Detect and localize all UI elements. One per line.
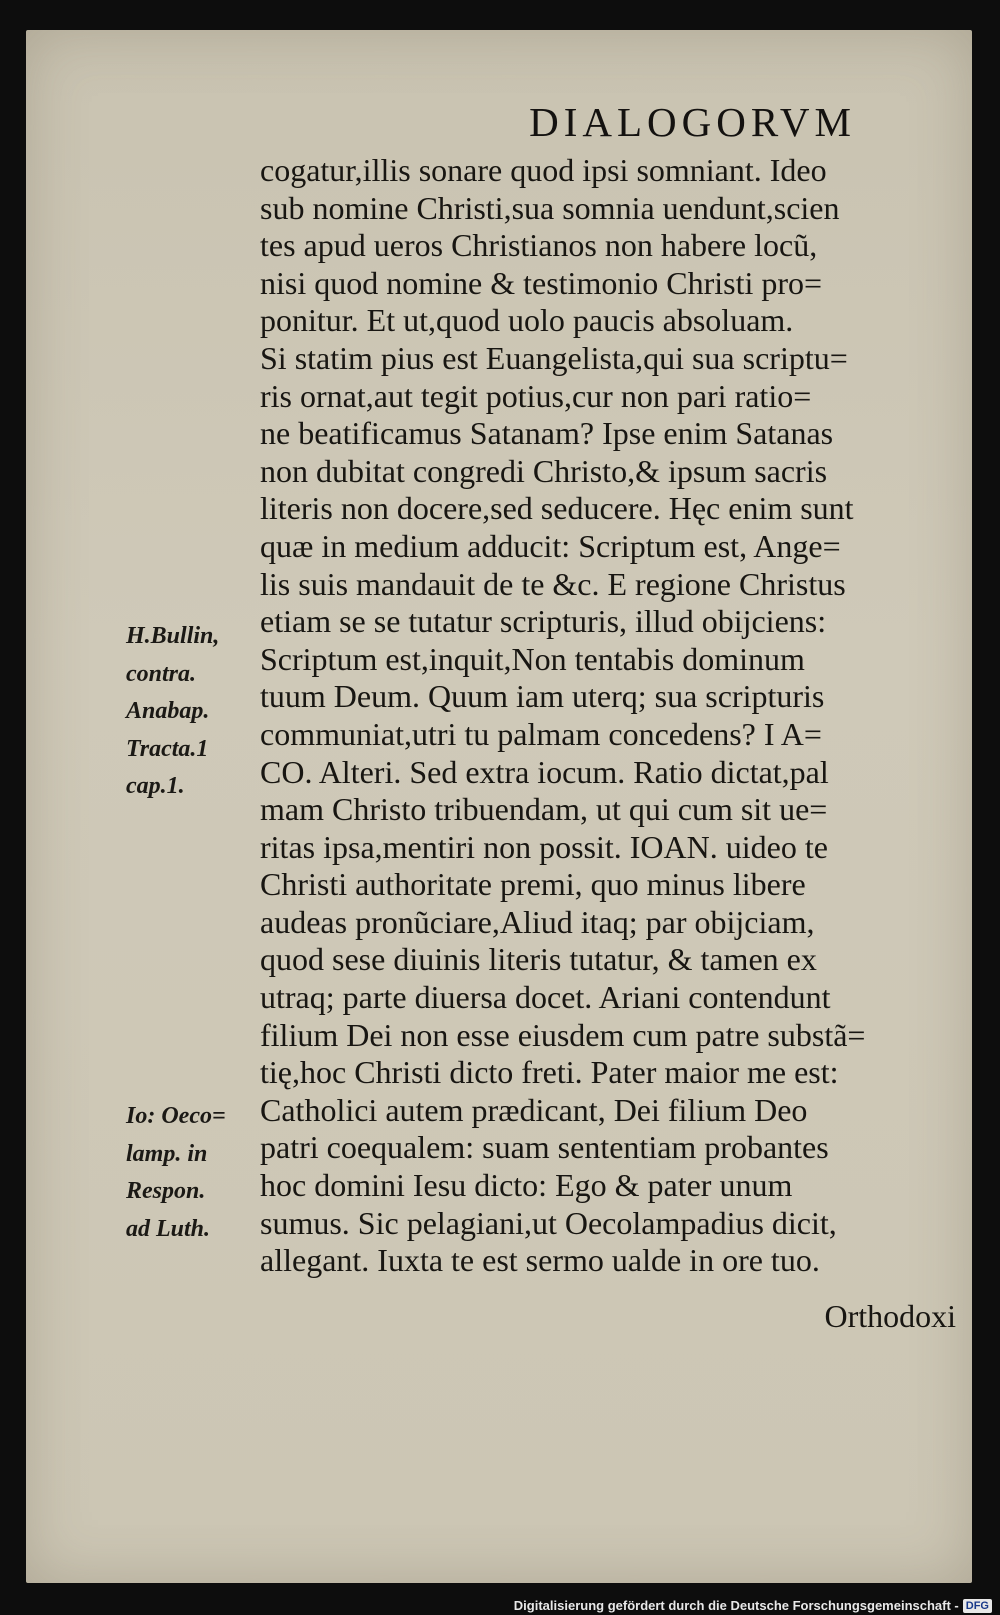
text-line: Catholici autem prædicant, Dei filium Deo [260,1091,808,1128]
main-text [260,152,970,1280]
margin-note-line: Tracta.1 [126,735,209,762]
text-line: tię,hoc Christi dicto freti. Pater maior me est: [260,1054,839,1091]
margin-note-line: cap.1. [126,773,185,800]
text-line: cogatur,illis sonare quod ipsi somniant. Ideo [260,152,827,188]
text-line: filium Dei non esse eiusdem cum patre substã= [260,1016,866,1053]
text-line: hoc domini Iesu dicto: Ego & pater unum [260,1167,793,1204]
margin-note-oecolampadius [126,1098,226,1248]
text-line: sumus. Sic pelagiani,ut Oecolampadius dicit, [260,1204,837,1241]
text-line: quæ in medium adducit: Scriptum est, Ange= [260,527,841,564]
margin-note-line: ad Luth. [126,1215,211,1242]
text-line: sub nomine Christi,sua somnia uendunt,scien [260,189,840,226]
text-line: etiam se se tutatur scripturis, illud obijciens: [260,603,827,640]
text-line: tuum Deum. Quum iam uterq; sua scripturis [260,678,825,715]
text-line: quod sese diuinis literis tutatur, & tamen ex [260,941,817,978]
text-line: CO. Alteri. Sed extra iocum. Ratio dictat,pal [260,753,829,790]
margin-note-line: lamp. in [126,1140,208,1167]
text-line: patri coequalem: suam sententiam probantes [260,1129,829,1166]
catchword: Orthodoxi [824,1298,956,1334]
text-line: audeas pronũciare,Aliud itaq; par obijciam, [260,903,815,940]
text-line: utraq; parte diuersa docet. Ariani contendunt [260,979,831,1016]
text-line: Christi authoritate premi, quo minus libere [260,866,806,903]
text-line: ris ornat,aut tegit potius,cur non pari ratio= [260,377,812,414]
text-line: Si statim pius est Euangelista,qui sua scriptu= [260,339,848,376]
text-line: tes apud ueros Christianos non habere locũ, [260,227,818,264]
margin-note-line: H.Bullin, [126,623,220,649]
text-line: lis suis mandauit de te &c. E regione Christus [260,565,846,602]
margin-note-line: Anabap. [126,698,210,725]
margin-note-bullinger [126,618,219,806]
margin-note-line: contra. [126,660,197,687]
digitization-footer [514,1598,992,1613]
text-line: ne beatificamus Satanam? Ipse enim Satanas [260,415,834,452]
text-line: literis non docere,sed seducere. Hęc enim sunt [260,490,854,527]
dfg-logo-icon: DFG [963,1599,992,1613]
text-line: nisi quod nomine & testimonio Christi pro= [260,264,823,301]
book-page [26,30,972,1583]
text-line: communiat,utri tu palmam concedens? I A= [260,715,822,752]
footer-text: Digitalisierung gefördert durch die Deutsche Forschungsgemeinschaft - [513,1598,959,1613]
margin-note-line: Respon. [126,1178,206,1205]
text-line: non dubitat congredi Christo,& ipsum sacris [260,452,828,489]
text-line: ritas ipsa,mentiri non possit. IOAN. uideo te [260,828,828,865]
text-line: mam Christo tribuendam, ut qui cum sit ue= [260,791,828,828]
text-line: ponitur. Et ut,quod uolo paucis absoluam. [260,302,794,339]
margin-note-line: Io: Oeco= [126,1103,226,1129]
text-line: allegant. Iuxta te est sermo ualde in ore tuo. [260,1242,820,1279]
running-header: DIALOGORVM [529,99,856,145]
text-line: Scriptum est,inquit,Non tentabis dominum [260,640,805,677]
